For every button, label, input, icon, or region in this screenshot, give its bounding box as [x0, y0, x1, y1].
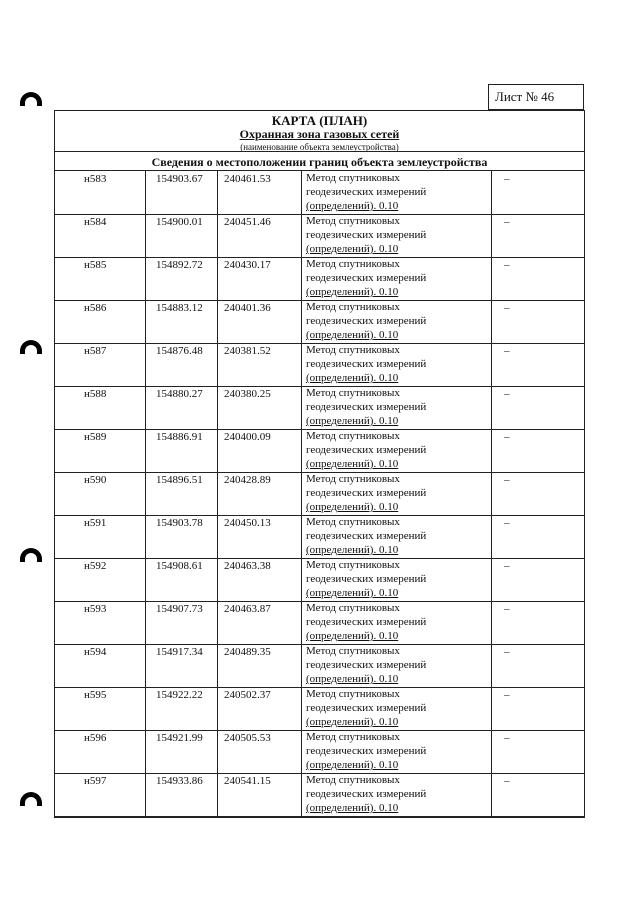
coord-y: 240401.36 [217, 300, 301, 343]
method-line: геодезических измерений [306, 358, 427, 370]
point-id: н597 [84, 775, 107, 787]
method-line: (определений). 0.10 [306, 200, 399, 212]
point-id: н594 [84, 646, 107, 658]
point-id: н595 [84, 689, 107, 701]
point-id: н586 [84, 302, 107, 314]
coord-y: 240505.53 [217, 730, 301, 773]
method-line: (определений). 0.10 [306, 630, 399, 642]
table-row [54, 687, 585, 730]
table-row [54, 171, 585, 214]
method-line: геодезических измерений [306, 487, 427, 499]
method-line: (определений). 0.10 [306, 587, 399, 599]
table-row [54, 730, 585, 773]
point-description: – [491, 257, 585, 300]
coord-y: 240451.46 [217, 214, 301, 257]
coord-y: 240381.52 [217, 343, 301, 386]
method-line: геодезических измерений [306, 444, 427, 456]
method-description [301, 601, 491, 644]
method-line: Метод спутниковых [306, 473, 400, 485]
point-id: н593 [84, 603, 107, 615]
coord-x: 154922.22 [145, 687, 217, 730]
point-id: н587 [84, 345, 107, 357]
point-description: – [491, 773, 585, 816]
method-line: геодезических измерений [306, 401, 427, 413]
coord-x: 154903.78 [145, 515, 217, 558]
method-line: Метод спутниковых [306, 215, 400, 227]
point-id: н591 [84, 517, 107, 529]
method-line: (определений). 0.10 [306, 716, 399, 728]
coord-y: 240380.25 [217, 386, 301, 429]
point-id: н588 [84, 388, 107, 400]
method-line: Метод спутниковых [306, 387, 400, 399]
method-description [301, 429, 491, 472]
header-divider [54, 151, 585, 152]
table-row [54, 773, 585, 816]
coord-y: 240461.53 [217, 171, 301, 214]
method-line: (определений). 0.10 [306, 501, 399, 513]
coord-x: 154903.67 [145, 171, 217, 214]
point-id: н583 [84, 173, 107, 185]
method-line: (определений). 0.10 [306, 458, 399, 470]
method-line: (определений). 0.10 [306, 673, 399, 685]
coord-x: 154886.91 [145, 429, 217, 472]
method-description [301, 687, 491, 730]
method-line: Метод спутниковых [306, 516, 400, 528]
method-description [301, 300, 491, 343]
point-id: н592 [84, 560, 107, 572]
coord-x: 154908.61 [145, 558, 217, 601]
point-id: н590 [84, 474, 107, 486]
coord-y: 240541.15 [217, 773, 301, 816]
coord-x: 154892.72 [145, 257, 217, 300]
point-description: – [491, 300, 585, 343]
sheet-number: Лист № 46 [488, 84, 584, 110]
method-line: Метод спутниковых [306, 430, 400, 442]
method-line: Метод спутниковых [306, 301, 400, 313]
punch-hole-mark [20, 340, 42, 354]
method-line: Метод спутниковых [306, 774, 400, 786]
table-row [54, 386, 585, 429]
table-row [54, 300, 585, 343]
table-row [54, 644, 585, 687]
method-line: геодезических измерений [306, 186, 427, 198]
method-description [301, 472, 491, 515]
method-description [301, 773, 491, 816]
coord-y: 240428.89 [217, 472, 301, 515]
coord-y: 240463.38 [217, 558, 301, 601]
section-title: Сведения о местоположении границ объекта землеустройства [151, 155, 488, 169]
method-line: геодезических измерений [306, 616, 427, 628]
object-name: Охранная зона газовых сетей [239, 127, 400, 141]
method-description [301, 171, 491, 214]
point-description: – [491, 558, 585, 601]
method-line: (определений). 0.10 [306, 329, 399, 341]
coord-x: 154876.48 [145, 343, 217, 386]
method-line: геодезических измерений [306, 229, 427, 241]
point-description: – [491, 214, 585, 257]
method-description [301, 730, 491, 773]
method-line: Метод спутниковых [306, 344, 400, 356]
point-id: н589 [84, 431, 107, 443]
method-line: геодезических измерений [306, 530, 427, 542]
coord-x: 154896.51 [145, 472, 217, 515]
punch-hole-mark [20, 548, 42, 562]
method-line: Метод спутниковых [306, 172, 400, 184]
point-description: – [491, 644, 585, 687]
point-id: н584 [84, 216, 107, 228]
table-row [54, 558, 585, 601]
point-description: – [491, 472, 585, 515]
point-description: – [491, 386, 585, 429]
coord-y: 240450.13 [217, 515, 301, 558]
method-description [301, 386, 491, 429]
table-row [54, 601, 585, 644]
method-line: Метод спутниковых [306, 645, 400, 657]
method-line: Метод спутниковых [306, 559, 400, 571]
method-description [301, 515, 491, 558]
method-line: геодезических измерений [306, 573, 427, 585]
row-divider [54, 816, 585, 817]
method-line: Метод спутниковых [306, 602, 400, 614]
coord-y: 240463.87 [217, 601, 301, 644]
coord-y: 240502.37 [217, 687, 301, 730]
punch-hole-mark [20, 792, 42, 806]
point-description: – [491, 429, 585, 472]
table-row [54, 257, 585, 300]
method-line: (определений). 0.10 [306, 243, 399, 255]
coord-y: 240430.17 [217, 257, 301, 300]
map-title: КАРТА (ПЛАН) [271, 113, 368, 128]
method-line: (определений). 0.10 [306, 372, 399, 384]
coord-y: 240400.09 [217, 429, 301, 472]
point-description: – [491, 601, 585, 644]
coord-x: 154900.01 [145, 214, 217, 257]
point-description: – [491, 515, 585, 558]
method-description [301, 644, 491, 687]
object-caption: (наименование объекта землеустройства) [240, 142, 399, 152]
coord-x: 154917.34 [145, 644, 217, 687]
method-description [301, 343, 491, 386]
method-line: геодезических измерений [306, 315, 427, 327]
point-description: – [491, 171, 585, 214]
coord-x: 154933.86 [145, 773, 217, 816]
method-line: (определений). 0.10 [306, 544, 399, 556]
table-row [54, 429, 585, 472]
method-line: (определений). 0.10 [306, 759, 399, 771]
method-line: (определений). 0.10 [306, 415, 399, 427]
table-row [54, 343, 585, 386]
point-description: – [491, 343, 585, 386]
coord-x: 154921.99 [145, 730, 217, 773]
method-line: Метод спутниковых [306, 731, 400, 743]
coord-x: 154880.27 [145, 386, 217, 429]
method-description [301, 214, 491, 257]
method-line: (определений). 0.10 [306, 802, 399, 814]
method-line: геодезических измерений [306, 788, 427, 800]
table-row [54, 214, 585, 257]
method-description [301, 558, 491, 601]
method-line: геодезических измерений [306, 659, 427, 671]
table-row [54, 472, 585, 515]
method-line: геодезических измерений [306, 272, 427, 284]
method-description [301, 257, 491, 300]
point-id: н596 [84, 732, 107, 744]
punch-hole-mark [20, 92, 42, 106]
method-line: (определений). 0.10 [306, 286, 399, 298]
method-line: геодезических измерений [306, 702, 427, 714]
method-line: Метод спутниковых [306, 258, 400, 270]
method-line: геодезических измерений [306, 745, 427, 757]
point-id: н585 [84, 259, 107, 271]
coord-x: 154907.73 [145, 601, 217, 644]
method-line: Метод спутниковых [306, 688, 400, 700]
point-description: – [491, 730, 585, 773]
point-description: – [491, 687, 585, 730]
coord-x: 154883.12 [145, 300, 217, 343]
coord-y: 240489.35 [217, 644, 301, 687]
table-row [54, 515, 585, 558]
